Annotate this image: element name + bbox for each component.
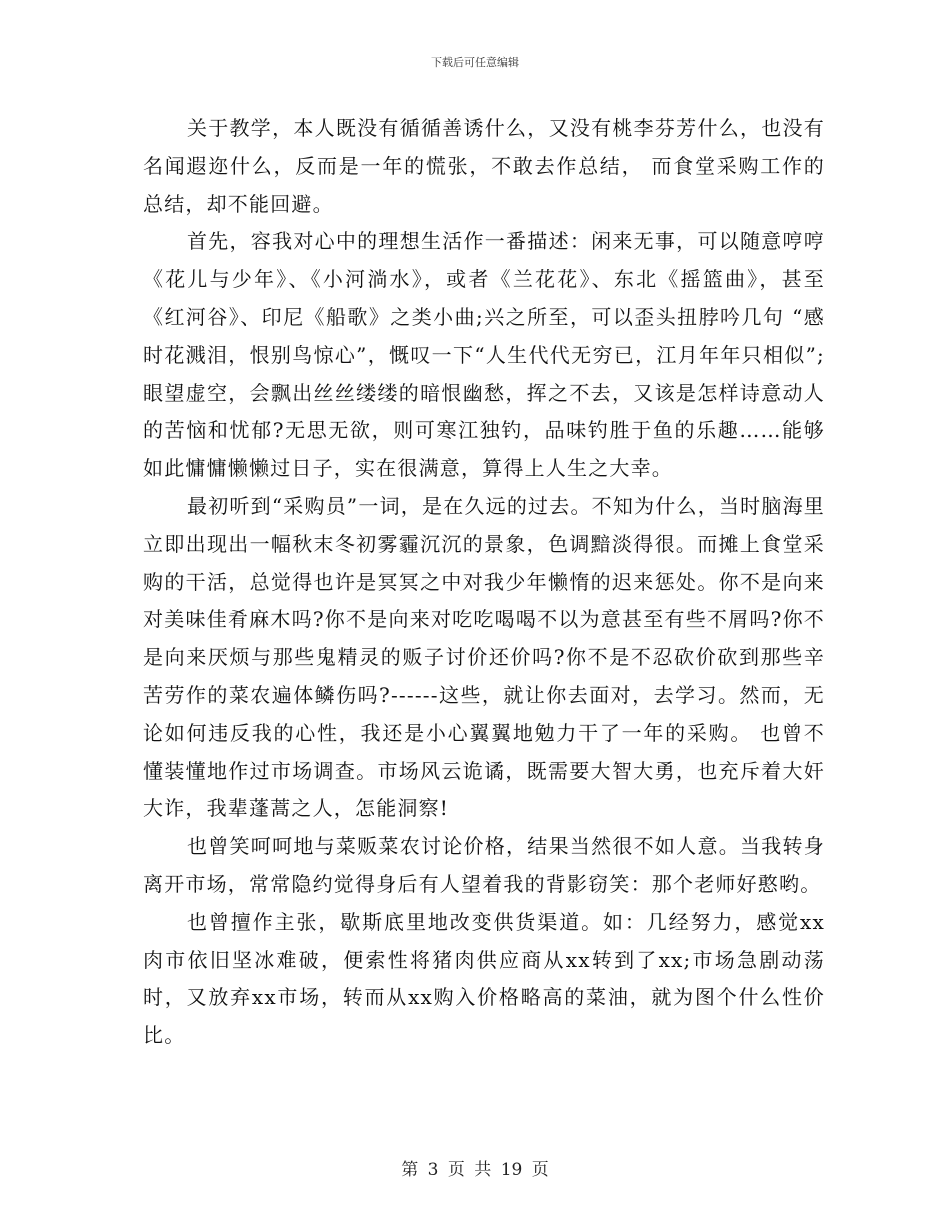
paragraph-3: 最初听到“采购员”一词，是在久远的过去。不知为什么，当时脑海里立即出现出一幅秋末冬初雾霾沉沉的景象，色调黯淡得很。而摊上食堂采购的干活，总觉得也许是冥冥之中对我少年懒惰的迟来惩处。你不是向来对美味佳肴麻木吗?你不是向来对吃吃喝喝不以为意甚至有些不屑吗?你不是向来厌烦与那些鬼精灵的贩子讨价还价吗?你不是不忍砍价砍到那些辛苦劳作的菜农遍体鳞伤吗?------这些，就让你去面对，去学习。然而，无论如何违反我的心性，我还是小心翼翼地勉力干了一年的采购。 也曾不懂装懂地作过市场调查。市场风云诡谲，既需要大智大勇，也充斥着大奸大诈，我辈蓬蒿之人，怎能洞察! [143, 493, 825, 821]
page-number: 第 3 页 共 19 页 [401, 1160, 549, 1180]
paragraph-4: 也曾笑呵呵地与菜贩菜农讨论价格，结果当然很不如人意。当我转身离开市场，常常隐约觉得身后有人望着我的背影窃笑：那个老师好憨哟。 [143, 834, 825, 896]
document-body [143, 110, 825, 1055]
page-header: 下载后可任意编辑 [431, 56, 519, 69]
paragraph-5: 也曾擅作主张，歇斯底里地改变供货渠道。如：几经努力，感觉xx肉市依旧坚冰难破，便索性将猪肉供应商从xx转到了xx;市场急剧动荡时，又放弃xx市场，转而从xx购入价格略高的菜油，就为图个什么性价比。 [143, 909, 825, 1048]
paragraph-2: 首先，容我对心中的理想生活作一番描述：闲来无事，可以随意哼哼《花儿与少年》、《小河淌水》，或者《兰花花》、东北《摇篮曲》，甚至《红河谷》、印尼《船歌》之类小曲;兴之所至，可以歪头扭脖吟几句 “感时花溅泪，恨别鸟惊心”，慨叹一下“人生代代无穷已，江月年年只相似”;眼望虚空，会飘出丝丝缕缕的暗恨幽愁，挥之不去，又该是怎样诗意动人的苦恼和忧郁?无思无欲，则可寒江独钓，品味钓胜于鱼的乐趣……能够如此慵慵懒懒过日子，实在很满意，算得上人生之大幸。 [143, 229, 825, 481]
paragraph-1: 关于教学，本人既没有循循善诱什么，又没有桃李芬芳什么，也没有名闻遐迩什么，反而是一年的慌张，不敢去作总结， 而食堂采购工作的总结，却不能回避。 [143, 116, 825, 216]
